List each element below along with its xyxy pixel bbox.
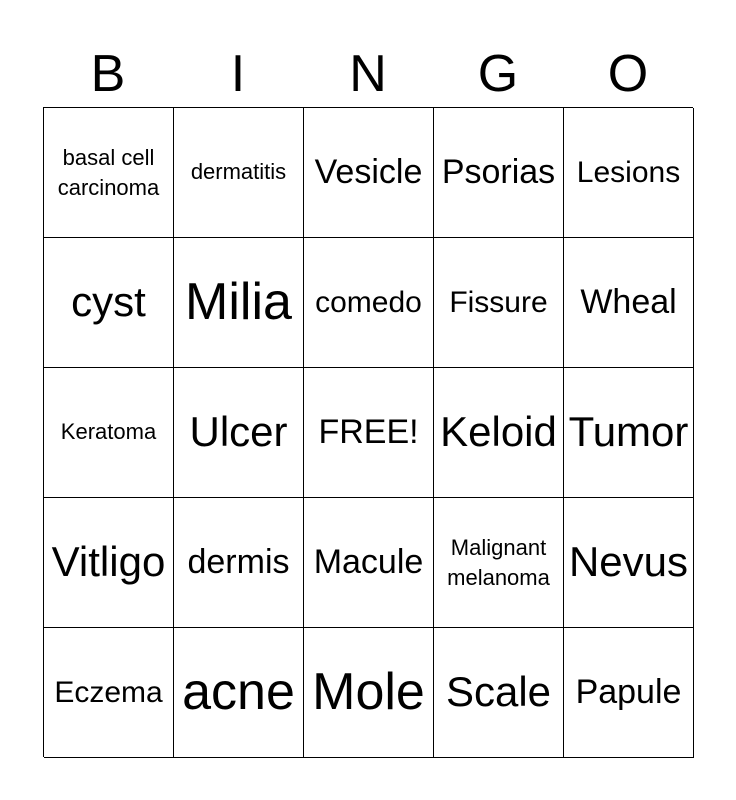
bingo-cell[interactable]: cyst [44,238,174,368]
bingo-cell[interactable]: acne [174,628,304,758]
header-letter-b: B [90,45,126,103]
bingo-cell[interactable]: Fissure [434,238,564,368]
bingo-cell[interactable]: Vitligo [44,498,174,628]
bingo-cell[interactable]: Wheal [564,238,694,368]
bingo-board [43,107,693,757]
bingo-cell[interactable]: Lesions [564,108,694,238]
header-letter-n: N [349,45,387,103]
bingo-cell[interactable]: Eczema [44,628,174,758]
bingo-header [43,44,693,104]
bingo-cell[interactable]: basal cell carcinoma [44,108,174,238]
header-letter-g: G [477,45,519,103]
bingo-cell free-space[interactable]: FREE! [304,368,434,498]
header-letter-i: I [230,45,246,103]
bingo-cell[interactable]: Scale [434,628,564,758]
bingo-cell[interactable]: Macule [304,498,434,628]
bingo-cell[interactable]: Tumor [564,368,694,498]
bingo-cell[interactable]: Nevus [564,498,694,628]
bingo-cell[interactable]: Malignant melanoma [434,498,564,628]
header-letter-o: O [607,45,649,103]
bingo-cell[interactable]: dermatitis [174,108,304,238]
bingo-cell[interactable]: comedo [304,238,434,368]
bingo-cell[interactable]: Milia [174,238,304,368]
bingo-cell[interactable]: Ulcer [174,368,304,498]
bingo-cell[interactable]: Papule [564,628,694,758]
bingo-cell[interactable]: Vesicle [304,108,434,238]
bingo-cell[interactable]: Keloid [434,368,564,498]
bingo-cell[interactable]: Psorias [434,108,564,238]
bingo-cell[interactable]: dermis [174,498,304,628]
bingo-cell[interactable]: Mole [304,628,434,758]
bingo-cell[interactable]: Keratoma [44,368,174,498]
